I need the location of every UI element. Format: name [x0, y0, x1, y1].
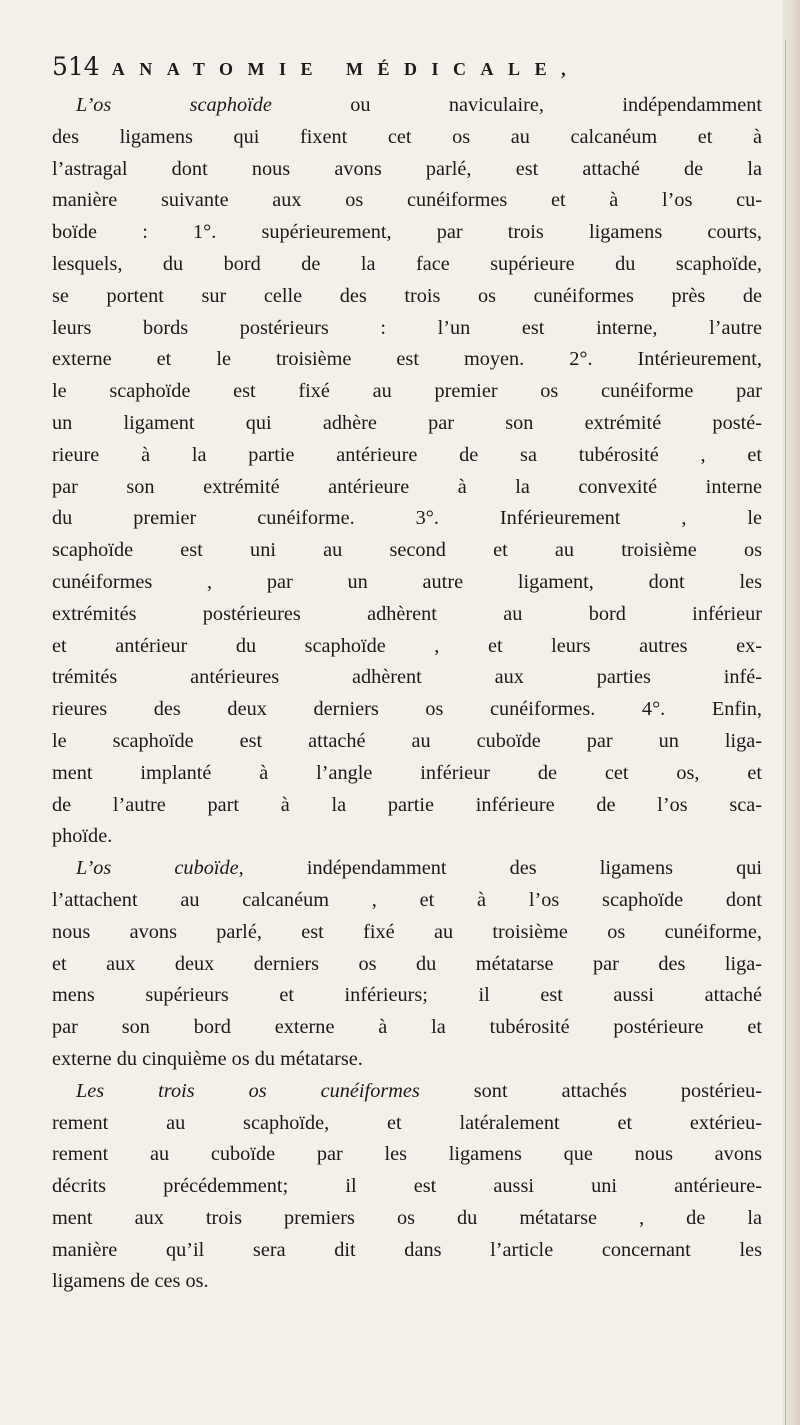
text-line	[52, 313, 762, 345]
text-line	[52, 1139, 762, 1171]
text-line	[52, 599, 762, 631]
line-text: de l’autre part à la partie inférieure de l’os sca-	[52, 793, 762, 816]
line-text: le scaphoïde est attaché au cuboïde par un liga-	[52, 729, 762, 752]
text-line	[52, 980, 762, 1012]
line-text: externe du cinquième os du métatarse.	[52, 1047, 363, 1070]
text-line	[52, 1044, 762, 1076]
line-text: rieure à la partie antérieure de sa tubérosité , et	[52, 443, 762, 466]
line-text: phoïde.	[52, 825, 113, 848]
text-line	[52, 535, 762, 567]
line-text: par son extrémité antérieure à la convexité interne	[52, 475, 762, 498]
text-line	[52, 1235, 762, 1267]
line-text: le scaphoïde est fixé au premier os cunéiforme par	[52, 380, 762, 403]
line-text: sont attachés postérieu-	[419, 1079, 762, 1102]
line-text: ou naviculaire, indépendamment	[271, 94, 762, 116]
line-text: ment aux trois premiers os du métatarse , de la	[52, 1206, 762, 1229]
line-text: extrémités postérieures adhèrent au bord inférieur	[52, 602, 762, 625]
text-line	[52, 949, 762, 981]
section-heading-italic: L’os cuboïde	[76, 857, 239, 880]
text-line	[52, 408, 762, 440]
line-text: se portent sur celle des trois os cunéiformes près de	[52, 284, 762, 307]
line-text: leurs bords postérieurs : l’un est interne, l’autre	[52, 316, 762, 339]
line-text: décrits précédemment; il est aussi uni antérieure-	[52, 1175, 762, 1198]
line-text: un ligament qui adhère par son extrémité posté-	[52, 411, 762, 434]
line-text: l’astragal dont nous avons parlé, est attaché de la	[52, 157, 762, 180]
text-line	[52, 472, 762, 504]
text-line	[52, 821, 762, 853]
line-text: et antérieur du scaphoïde , et leurs autres ex-	[52, 634, 762, 657]
line-text: lesquels, du bord de la face supérieure du scaphoïde,	[52, 252, 762, 275]
text-line	[52, 1203, 762, 1235]
line-text: et aux deux derniers os du métatarse par des liga-	[52, 952, 762, 975]
text-line	[52, 90, 762, 122]
line-text: ligamens de ces os.	[52, 1270, 209, 1293]
text-line	[52, 758, 762, 790]
text-line	[52, 154, 762, 186]
text-line	[52, 281, 762, 313]
line-text: cunéiformes , par un autre ligament, dont les	[52, 570, 762, 593]
line-text: par son bord externe à la tubérosité postérieure et	[52, 1016, 762, 1039]
text-line	[52, 217, 762, 249]
section-heading-italic: Les trois os cunéiformes	[76, 1079, 420, 1102]
line-text: ment implanté à l’angle inférieur de cet os, et	[52, 761, 762, 784]
body-text	[52, 90, 762, 1298]
text-line	[52, 694, 762, 726]
text-line	[52, 1108, 762, 1140]
text-line	[52, 1171, 762, 1203]
line-text: du premier cunéiforme. 3°. Inférieurement , le	[52, 507, 762, 530]
line-text: mens supérieurs et inférieurs; il est aussi attaché	[52, 984, 762, 1007]
running-head: ANATOMIE MÉDICALE,	[111, 59, 581, 79]
text-line	[52, 567, 762, 599]
line-text: manière qu’il sera dit dans l’article concernant les	[52, 1238, 762, 1261]
line-text: rieures des deux derniers os cunéiformes. 4°. Enfin,	[52, 698, 762, 721]
line-text: rement au scaphoïde, et latéralement et extérieu-	[52, 1111, 762, 1134]
line-text: externe et le troisième est moyen. 2°. Intérieurement,	[52, 348, 762, 371]
line-text: scaphoïde est uni au second et au troisième os	[52, 539, 762, 562]
text-line	[52, 122, 762, 154]
line-text: rement au cuboïde par les ligamens que nous avons	[52, 1143, 762, 1166]
text-line	[52, 376, 762, 408]
text-line	[52, 726, 762, 758]
line-text: , indépendamment des ligamens qui	[238, 857, 762, 880]
text-line	[52, 631, 762, 663]
text-line	[52, 917, 762, 949]
section-heading-italic: L’os scaphoïde	[76, 94, 272, 116]
line-text: nous avons parlé, est fixé au troisième os cunéiforme,	[52, 920, 762, 943]
text-line	[52, 249, 762, 281]
line-text: trémités antérieures adhèrent aux parties infé-	[52, 666, 762, 689]
text-line	[52, 344, 762, 376]
text-line	[52, 1266, 762, 1298]
line-text: l’attachent au calcanéum , et à l’os scaphoïde dont	[52, 888, 762, 911]
text-line	[52, 503, 762, 535]
line-text: des ligamens qui fixent cet os au calcanéum et à	[52, 125, 762, 148]
text-line	[52, 185, 762, 217]
text-line	[52, 885, 762, 917]
page-number: 514	[52, 52, 100, 81]
line-text: boïde : 1°. supérieurement, par trois ligamens courts,	[52, 221, 762, 244]
text-line	[52, 790, 762, 822]
page-edge-line	[785, 40, 786, 1425]
text-line	[52, 440, 762, 472]
text-line	[52, 662, 762, 694]
page-header	[52, 52, 752, 92]
text-line	[52, 853, 762, 885]
line-text: manière suivante aux os cunéiformes et à l’os cu-	[52, 189, 762, 212]
text-line	[52, 1076, 762, 1108]
text-line	[52, 1012, 762, 1044]
